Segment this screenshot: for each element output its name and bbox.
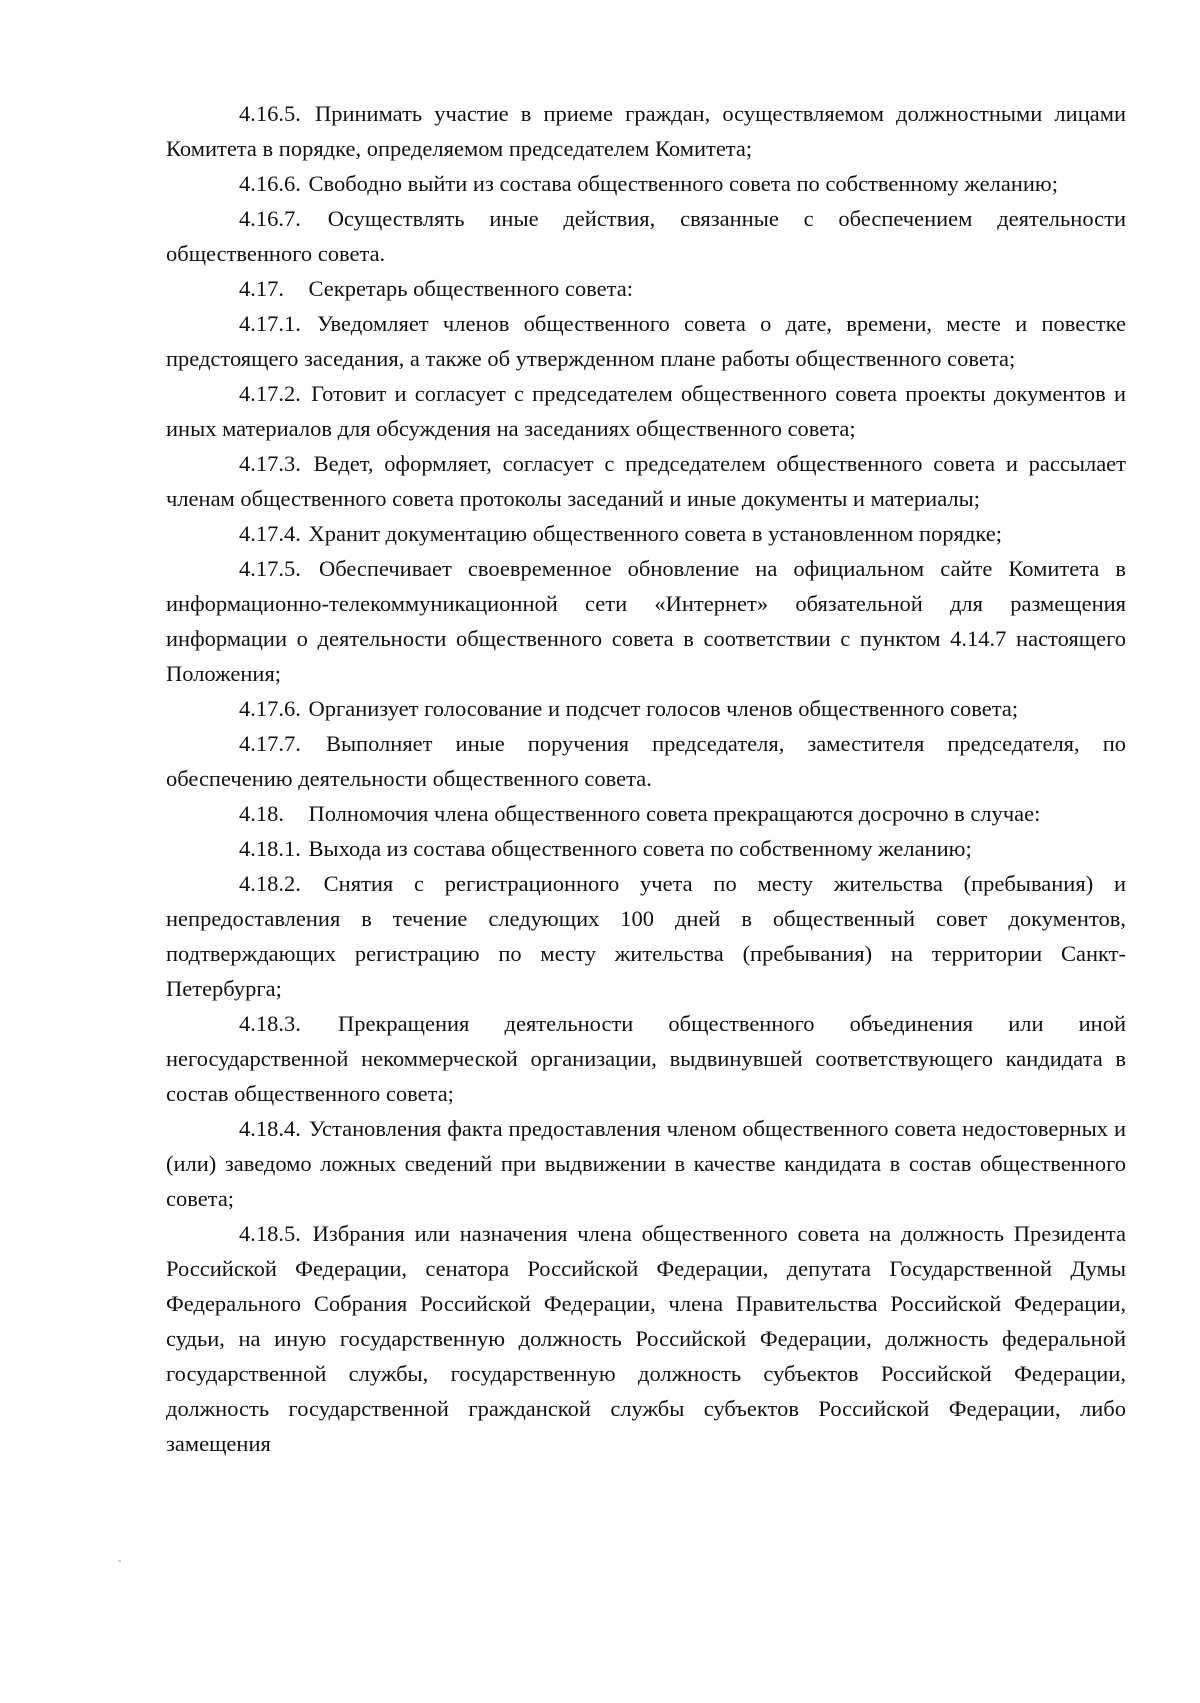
paragraph-text: Секретарь общественного совета:	[308, 276, 633, 301]
paragraph-text: Выхода из состава общественного совета по собственному желанию;	[308, 836, 972, 861]
paragraph-4-18-4	[166, 1111, 1126, 1216]
paragraph-text: Прекращения деятельности общественного объединения или иной негосударственной некоммерческой организации, выдвинувшей соответствующего кандидата в состав общественного совета;	[166, 1011, 1126, 1106]
paragraph-number: 4.17.3.	[239, 451, 301, 476]
paragraph-number: 4.16.5.	[239, 101, 301, 126]
paragraph-number: 4.17.4.	[239, 521, 301, 546]
paragraph-4-18-3	[166, 1006, 1126, 1111]
paragraph-4-17-6	[166, 691, 1126, 726]
document-page	[166, 96, 1126, 1461]
paragraph-4-17	[166, 271, 1126, 306]
paragraph-number: 4.18.5.	[239, 1221, 301, 1246]
paragraph-4-18-2	[166, 866, 1126, 1006]
scan-artifact-dot	[118, 1560, 121, 1562]
paragraph-text: Готовит и согласует с председателем общественного совета проекты документов и иных материалов для обсуждения на заседаниях общественного совета;	[166, 381, 1126, 441]
paragraph-number: 4.18.	[239, 801, 284, 826]
paragraph-4-17-4	[166, 516, 1126, 551]
paragraph-4-16-7	[166, 201, 1126, 271]
paragraph-number: 4.16.7.	[239, 206, 301, 231]
paragraph-4-18-1	[166, 831, 1126, 866]
paragraph-text: Хранит документацию общественного совета в установленном порядке;	[308, 521, 1002, 546]
paragraph-text: Выполняет иные поручения председателя, заместителя председателя, по обеспечению деятельности общественного совета.	[166, 731, 1126, 791]
paragraph-text: Свободно выйти из состава общественного совета по собственному желанию;	[308, 171, 1058, 196]
paragraph-number: 4.16.6.	[239, 171, 301, 196]
paragraph-text: Обеспечивает своевременное обновление на официальном сайте Комитета в информационно-телекоммуникационной сети «Интернет» обязательной для размещения информации о деятельности общественного совета в соответствии с пунктом 4.14.7 настоящего Положения;	[166, 556, 1126, 686]
paragraph-number: 4.17.6.	[239, 696, 301, 721]
paragraph-text: Полномочия члена общественного совета прекращаются досрочно в случае:	[308, 801, 1041, 826]
paragraph-number: 4.17.7.	[239, 731, 301, 756]
paragraph-4-17-7	[166, 726, 1126, 796]
paragraph-number: 4.18.1.	[239, 836, 301, 861]
paragraph-text: Осуществлять иные действия, связанные с обеспечением деятельности общественного совета.	[166, 206, 1127, 266]
paragraph-text: Установления факта предоставления членом общественного совета недостоверных и (или) заведомо ложных сведений при выдвижении в качестве кандидата в состав общественного совета;	[166, 1116, 1126, 1211]
paragraph-text: Организует голосование и подсчет голосов членов общественного совета;	[308, 696, 1019, 721]
paragraph-number: 4.18.3.	[239, 1011, 301, 1036]
paragraph-number: 4.18.4.	[239, 1116, 301, 1141]
paragraph-number: 4.17.5.	[239, 556, 301, 581]
paragraph-number: 4.17.	[239, 276, 284, 301]
paragraph-number: 4.17.2.	[239, 381, 301, 406]
paragraph-4-16-6	[166, 166, 1126, 201]
paragraph-text: Принимать участие в приеме граждан, осуществляемом должностными лицами Комитета в порядке, определяемом председателем Комитета;	[166, 101, 1126, 161]
paragraph-4-17-3	[166, 446, 1126, 516]
paragraph-4-17-5	[166, 551, 1126, 691]
paragraph-text: Ведет, оформляет, согласует с председателем общественного совета и рассылает членам общественного совета протоколы заседаний и иные документы и материалы;	[166, 451, 1126, 511]
paragraph-text: Снятия с регистрационного учета по месту жительства (пребывания) и непредоставления в течение следующих 100 дней в общественный совет документов, подтверждающих регистрацию по месту жительства (пребывания) на территории Санкт-Петербурга;	[166, 871, 1127, 1001]
paragraph-text: Уведомляет членов общественного совета о дате, времени, месте и повестке предстоящего заседания, а также об утвержденном плане работы общественного совета;	[166, 311, 1126, 371]
paragraph-text: Избрания или назначения члена общественного совета на должность Президента Российской Федерации, сенатора Российской Федерации, депутата Государственной Думы Федерального Собрания Российской Федерации, члена Правительства Российской Федерации, судьи, на иную государственную должность Российской Федерации, должность федеральной государственной службы, государственную должность субъектов Российской Федерации, должность государственной гражданской службы субъектов Российской Федерации, либо замещения	[166, 1221, 1127, 1456]
paragraph-4-16-5	[166, 96, 1126, 166]
paragraph-number: 4.17.1.	[239, 311, 301, 336]
paragraph-4-18-5	[166, 1216, 1126, 1461]
paragraph-4-17-2	[166, 376, 1126, 446]
paragraph-number: 4.18.2.	[239, 871, 301, 896]
paragraph-4-17-1	[166, 306, 1126, 376]
paragraph-4-18	[166, 796, 1126, 831]
